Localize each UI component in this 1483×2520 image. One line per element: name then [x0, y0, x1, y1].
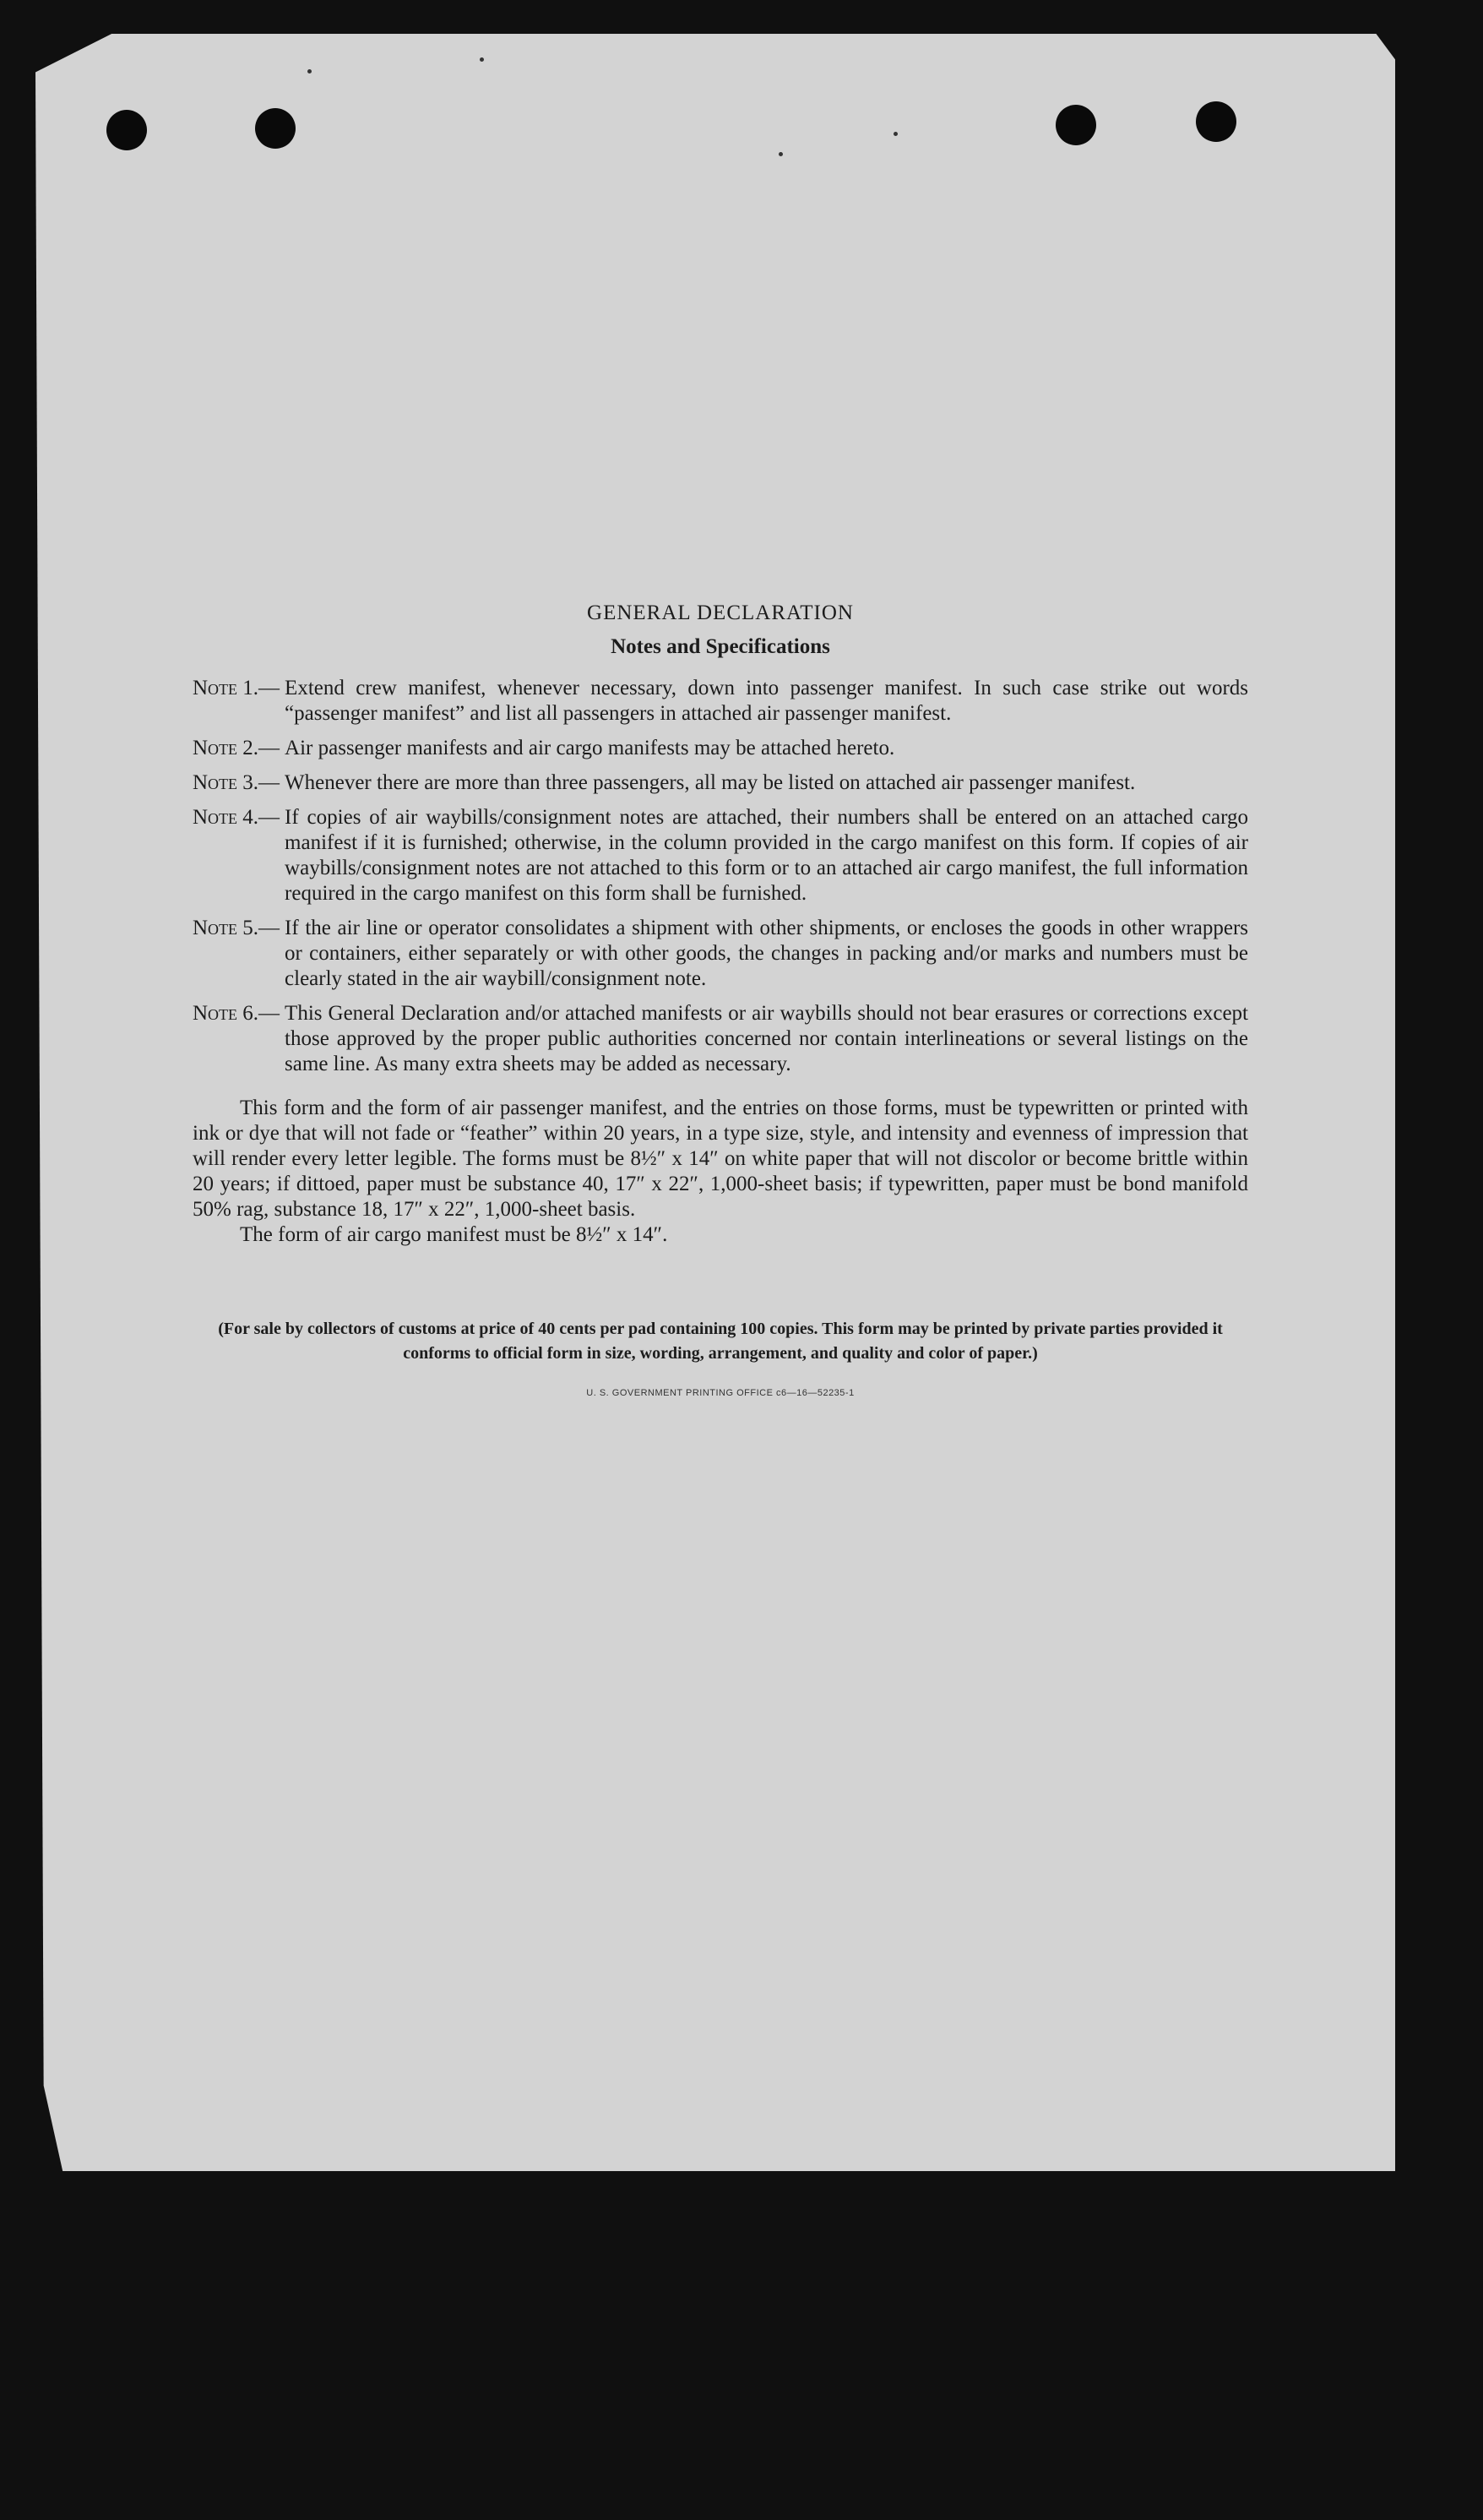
paper-speck: [307, 69, 312, 73]
note-1: [193, 676, 1248, 727]
note-label: Note 1.—: [193, 677, 280, 699]
note-2: [193, 736, 1248, 761]
paper-speck: [894, 132, 898, 136]
note-text: Extend crew manifest, whenever necessary, down into passenger manifest. In such case strike out words “passenger manifest” and list all passengers in attached air passenger manifest.: [285, 677, 1248, 725]
sale-notice: (For sale by collectors of customs at price of 40 cents per pad containing 100 copies. This form may be printed by private parties provided it conforms to official form in size, wording, arrangement, and quality and color of paper.): [218, 1320, 1223, 1363]
note-5: [193, 916, 1248, 992]
punch-hole-2: [255, 108, 296, 149]
punch-hole-1: [106, 110, 147, 150]
note-4: [193, 805, 1248, 906]
note-label: Note 3.—: [193, 771, 280, 794]
note-label: Note 2.—: [193, 737, 280, 759]
punch-hole-4: [1196, 101, 1236, 142]
note-text: Air passenger manifests and air cargo manifests may be attached hereto.: [285, 737, 895, 759]
note-label: Note 6.—: [193, 1002, 280, 1025]
note-3: [193, 770, 1248, 796]
printing-office-line: U. S. GOVERNMENT PRINTING OFFICE c6—16—52235-1: [586, 1388, 855, 1398]
note-label: Note 5.—: [193, 917, 280, 939]
specification-paragraph: This form and the form of air passenger manifest, and the entries on those forms, must be typewritten or printed with ink or dye that will not fade or “feather” within 20 years, in a type size, style, and intensity and evenness of impression that will render every letter legible. The forms must be 8½″ x 14″ on white paper that will not discolor or become brittle within 20 years; if dittoed, paper must be substance 40, 17″ x 22″, 1,000-sheet basis; if typewritten, paper must be bond manifold 50% rag, substance 18, 17″ x 22″, 1,000-sheet basis.: [193, 1097, 1248, 1221]
document-title: GENERAL DECLARATION: [587, 601, 854, 624]
note-text: This General Declaration and/or attached manifests or air waybills should not bear erasures or corrections except those approved by the proper public authorities concerned nor contain interlineations or several listings on the same line. As many extra sheets may be added as necessary.: [285, 1002, 1248, 1075]
note-label: Note 4.—: [193, 806, 280, 829]
document-subtitle: Notes and Specifications: [611, 635, 830, 658]
paper-speck: [779, 152, 783, 156]
cargo-manifest-size-paragraph: The form of air cargo manifest must be 8½″ x 14″.: [240, 1223, 668, 1246]
note-6: [193, 1001, 1248, 1077]
punch-hole-3: [1056, 105, 1096, 145]
paper-speck: [480, 57, 484, 62]
note-text: If copies of air waybills/consignment notes are attached, their numbers shall be entered on an attached cargo manifest if it is furnished; otherwise, in the column provided in the cargo manifest on this form. If copies of air waybills/consignment notes are not attached to this form or to an attached air cargo manifest, the full information required in the cargo manifest on this form shall be furnished.: [285, 806, 1248, 905]
declaration-notes: [193, 596, 1248, 1398]
note-text: Whenever there are more than three passengers, all may be listed on attached air passenger manifest.: [285, 771, 1136, 794]
note-text: If the air line or operator consolidates a shipment with other shipments, or encloses the goods in other wrappers or containers, either separately or with other goods, the changes in packing and/or marks and numbers must be clearly stated in the air waybill/consignment note.: [285, 917, 1248, 990]
